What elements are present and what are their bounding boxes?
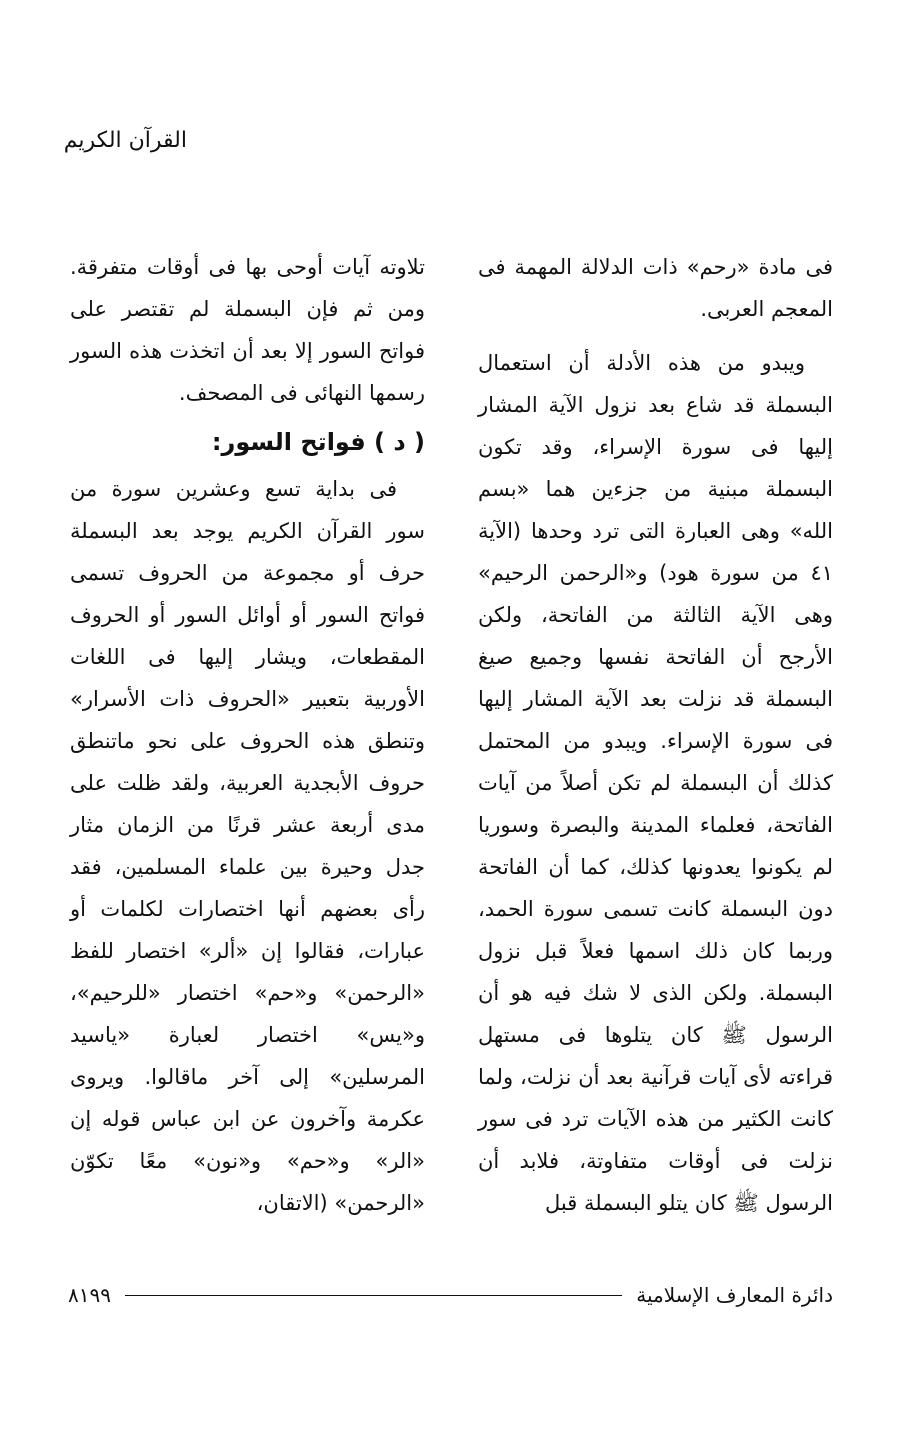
text-column-right bbox=[478, 246, 833, 1224]
paragraph: فى بداية تسع وعشرين سورة من سور القرآن الكريم يوجد بعد البسملة حرف أو مجموعة من الحروف تسمى فواتح السور أو أوائل السور أو الحروف المقطعات، ويشار إليها فى اللغات الأوربية بتعبير «الحروف ذات الأسرار» وتنطق هذه الحروف على نحو ماتنطق حروف الأبجدية العربية، ولقد ظلت على مدى أربعة عشر قرنًا من الزمان مثار جدل وحيرة بين علماء المسلمين، فقد رأى بعضهم أنها اختصارات لكلمات أو عبارات، فقالوا إن «ألر» اختصار للفظ «الرحمن» و«حم» اختصار «للرحيم»، و«يس» اختصار لعبارة «ياسيد المرسلين» إلى آخر ماقالوا. ويروى عكرمة وآخرون عن ابن عباس قوله إن «الر» و«حم» و«نون» معًا تكوّن «الرحمن» (الاتقان، bbox=[70, 477, 425, 1215]
publication-title: دائرة المعارف الإسلامية bbox=[636, 1283, 833, 1307]
paragraph: تلاوته آيات أوحى بها فى أوقات متفرقة. ومن ثم فإن البسملة لم تقتصر على فواتح السور إلا بعد أن اتخذت هذه السور رسمها النهائى فى المصحف. bbox=[70, 255, 425, 405]
section-heading: ( د ) فواتح السور: bbox=[211, 428, 425, 456]
paragraph: ويبدو من هذه الأدلة أن استعمال البسملة قد شاع بعد نزول الآية المشار إليها فى سورة الإسراء، وقد تكون البسملة مبنية من جزءين هما «بسم الله» وهى العبارة التى ترد وحدها (الآية ٤١ من سورة هود) و«الرحمن الرحيم» وهى الآية الثالثة من الفاتحة، ولكن الأرجح أن الفاتحة نفسها وجميع صيغ البسملة قد نزلت بعد الآية المشار إليها فى سورة الإسراء. ويبدو من المحتمل كذلك أن البسملة لم تكن أصلاً من آيات الفاتحة، فعلماء المدينة والبصرة وسوريا لم يكونوا يعدونها كذلك، كما أن الفاتحة دون البسملة كانت تسمى سورة الحمد، وربما كان ذلك اسمها فعلاً قبل نزول البسملة. ولكن الذى لا شك فيه هو أن الرسول ﷺ كان يتلوها فى مستهل قراءته لأى آيات قرآنية بعد أن نزلت، ولما كانت الكثير من هذه الآيات ترد فى سور نزلت فى أوقات متفاوتة، فلابد أن الرسول ﷺ كان يتلو البسملة قبل bbox=[478, 351, 833, 1215]
paragraph: فى مادة «رحم» ذات الدلالة المهمة فى المعجم العربى. bbox=[478, 255, 833, 321]
page-footer bbox=[68, 1280, 833, 1310]
page-number: ٨١٩٩ bbox=[68, 1283, 111, 1307]
footer-rule bbox=[125, 1295, 622, 1296]
running-header: القرآن الكريم bbox=[63, 128, 187, 153]
text-column-left bbox=[70, 246, 425, 1224]
